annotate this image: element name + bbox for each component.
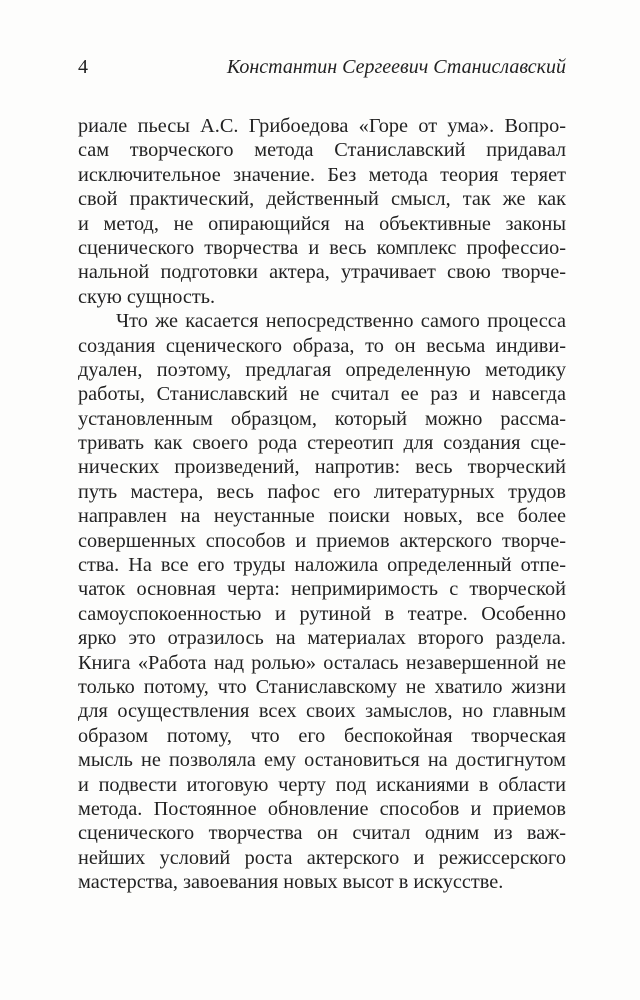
text-line: свой практический, действенный смысл, так же как	[78, 188, 566, 211]
text-line: путь мастера, весь пафос его литературных трудов	[78, 480, 566, 503]
text-line: направлен на неустанные поиски новых, все более	[78, 505, 566, 528]
text-line: метода. Постоянное обновление способов и приемов	[78, 797, 566, 820]
text-line: Что же касается непосредственно самого процесса	[116, 310, 566, 333]
text-line: нейших условий роста актерского и режиссерского	[78, 846, 566, 869]
text-line: нических произведений, напротив: весь творческий	[78, 456, 566, 479]
text-line: тривать как своего рода стереотип для создания сце-	[78, 432, 566, 455]
text-line: ярко это отразилось на материалах второго раздела.	[78, 627, 566, 650]
text-line: мысль не позволяла ему остановиться на достигнутом	[78, 749, 566, 772]
text-line: мастерства, завоевания новых высот в искусстве.	[78, 871, 504, 894]
page-number: 4	[78, 56, 88, 78]
body-text	[78, 114, 566, 895]
text-line: нальной подготовки актера, утрачивает свою творче-	[78, 261, 566, 284]
text-line: образом потому, что его беспокойная творческая	[78, 724, 566, 747]
paragraph	[78, 309, 566, 894]
text-line: создания сценического образа, то он весьма индиви-	[78, 334, 566, 357]
running-title: Константин Сергеевич Станиславский	[226, 56, 566, 78]
text-line: Книга «Работа над ролью» осталась незавершенной не	[78, 651, 566, 674]
text-line: совершенных способов и приемов актерского творче-	[78, 529, 566, 552]
text-line: для осуществления всех своих замыслов, но главным	[78, 700, 566, 723]
text-line: сценического творчества и весь комплекс профессио-	[78, 236, 566, 259]
page-header	[78, 56, 566, 82]
text-line: и подвести итоговую черту под исканиями в области	[78, 773, 566, 796]
text-line: скую сущность.	[78, 285, 216, 308]
text-line: самоуспокоенностью и рутиной в театре. Особенно	[78, 602, 566, 625]
text-line: дуален, поэтому, предлагая определенную методику	[78, 358, 566, 381]
text-line: сам творческого метода Станиславский придавал	[78, 139, 566, 162]
text-line: риале пьесы А.С. Грибоедова «Горе от ума». Вопро-	[78, 115, 566, 137]
text-line: и метод, не опирающийся на объективные законы	[78, 212, 566, 235]
text-line: исключительное значение. Без метода теория теряет	[78, 163, 566, 186]
text-line: установленным образцом, который можно рассма-	[78, 407, 566, 430]
text-line: сценического творчества он считал одним из важ-	[78, 822, 566, 845]
text-line: ства. На все его труды наложила определенный отпе-	[78, 554, 566, 577]
text-line: работы, Станиславский не считал ее раз и навсегда	[78, 383, 566, 406]
text-line: только потому, что Станиславскому не хватило жизни	[78, 675, 566, 698]
text-line: чаток основная черта: непримиримость с творческой	[78, 578, 566, 601]
paragraph	[78, 114, 566, 309]
